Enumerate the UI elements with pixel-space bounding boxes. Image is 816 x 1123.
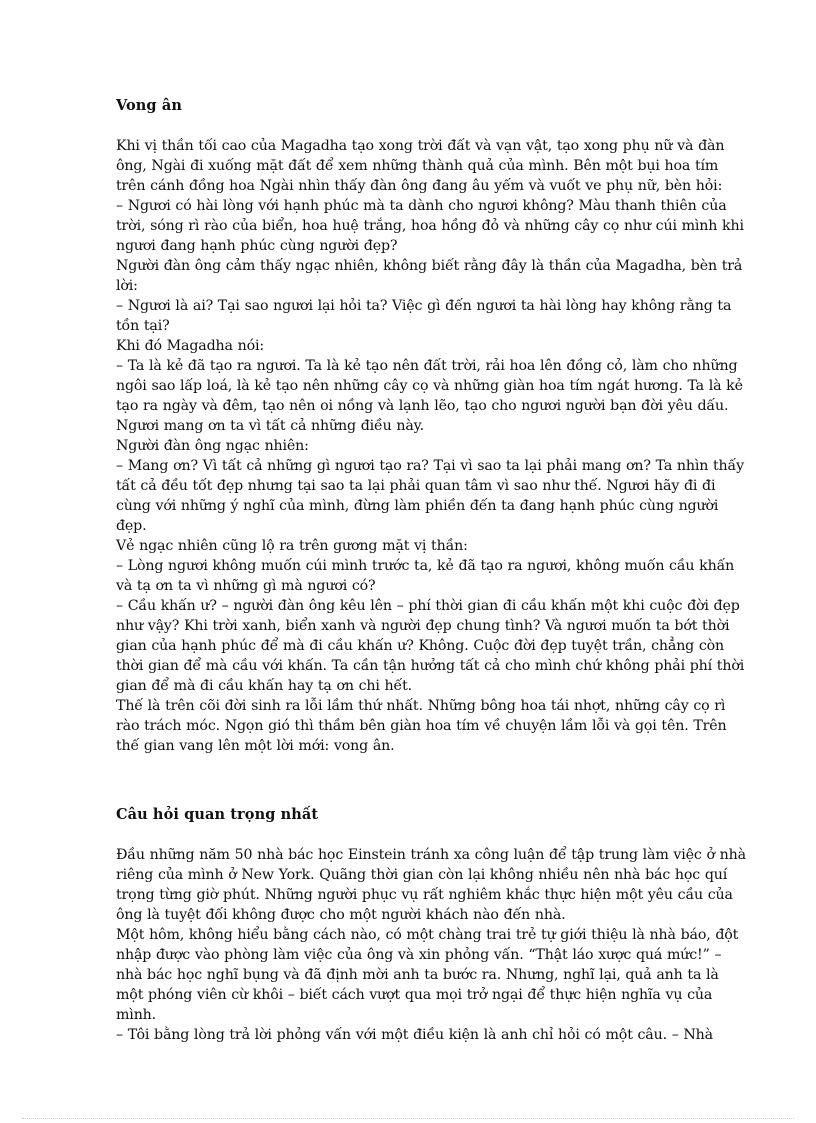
paragraph: Người đàn ông cảm thấy ngạc nhiên, không biết rằng đây là thần của Magadha, bèn trả lời:: [116, 258, 743, 294]
paragraph: Một hôm, không hiểu bằng cách nào, có một chàng trai trẻ tự giới thiệu là nhà báo, đột nhập được vào phòng làm việc của ông và xin phỏng vấn. “Thật láo xược quá mức!” – nhà bác học nghĩ bụng và đã định mời anh ta bước ra. Nhưng, nghĩ lại, quả anh ta là một phóng viên cừ khôi – biết cách vượt qua mọi trở ngại để thực hiện nghĩa vụ của mình.: [116, 927, 739, 1023]
paragraph: – Cầu khấn ư? – người đàn ông kêu lên – phí thời gian đi cầu khấn một khi cuộc đời đẹp như vậy? Khi trời xanh, biển xanh và người đẹp chung tình? Và ngươi muốn ta bớt thời gian của hạnh phúc để mà đi cầu khấn ư? Không. Cuộc đời đẹp tuyệt trần, chẳng còn thời gian để mà cầu với khấn. Ta cần tận hưởng tất cả cho mình chứ không phải phí thời gian để mà đi cầu khấn hay tạ ơn chi hết.: [116, 598, 745, 694]
paragraph: – Ta là kẻ đã tạo ra ngươi. Ta là kẻ tạo nên đất trời, rải hoa lên đồng cỏ, làm cho những ngôi sao lấp loá, là kẻ tạo nên những cây cọ và những giàn hoa tím ngát hương. Ta là kẻ tạo ra ngày và đêm, tạo nên oi nồng và lạnh lẽo, tạo cho ngươi người bạn đời yêu dấu. Ngươi mang ơn ta vì tất cả những điều này.: [116, 358, 743, 434]
document-page: [116, 96, 746, 1045]
paragraph: – Mang ơn? Vì tất cả những gì ngươi tạo ra? Tại vì sao ta lại phải mang ơn? Ta nhìn thấy tất cả đều tốt đẹp nhưng tại sao ta lại phải quan tâm vì sao như thế. Ngươi hãy đi đi cùng với những ý nghĩ của mình, đừng làm phiền đến ta đang hạnh phúc cùng người đẹp.: [116, 458, 744, 534]
paragraph: Đầu những năm 50 nhà bác học Einstein tránh xa công luận để tập trung làm việc ở nhà riêng của mình ở New York. Quãng thời gian còn lại không nhiều nên nhà bác học quí trọng từng giờ phút. Những người phục vụ rất nghiêm khắc thực hiện một yêu cầu của ông là tuyệt đối không được cho một người khách nào đến nhà.: [116, 847, 746, 923]
story-title: Câu hỏi quan trọng nhất: [116, 806, 319, 823]
paragraph: Thế là trên cõi đời sinh ra lỗi lầm thứ nhất. Những bông hoa tái nhợt, những cây cọ rì rào trách móc. Ngọn gió thì thầm bên giàn hoa tím về chuyện lầm lỗi và gọi tên. Trên thế gian vang lên một lời mới: vong ân.: [116, 698, 727, 754]
story-vong-an: [116, 96, 746, 756]
story-body: [116, 845, 746, 1045]
page-break-divider: [22, 1118, 794, 1119]
paragraph: Khi đó Magadha nói:: [116, 338, 264, 354]
story-title: Vong ân: [116, 97, 182, 114]
paragraph: – Ngươi có hài lòng với hạnh phúc mà ta dành cho ngươi không? Màu thanh thiên của trời, sóng rì rào của biển, hoa huệ trắng, hoa hồng đỏ và những cây cọ như cúi mình khi ngươi đang hạnh phúc cùng người đẹp?: [116, 198, 744, 254]
paragraph: – Tôi bằng lòng trả lời phỏng vấn với một điều kiện là anh chỉ hỏi có một câu. – Nhà: [116, 1027, 713, 1043]
paragraph: – Ngươi là ai? Tại sao ngươi lại hỏi ta? Việc gì đến ngươi ta hài lòng hay không rằng ta tồn tại?: [116, 298, 732, 334]
paragraph: Vẻ ngạc nhiên cũng lộ ra trên gương mặt vị thần:: [116, 538, 468, 554]
paragraph: Người đàn ông ngạc nhiên:: [116, 438, 309, 454]
story-cau-hoi-quan-trong-nhat: [116, 805, 746, 1045]
paragraph: – Lòng ngươi không muốn cúi mình trước ta, kẻ đã tạo ra ngươi, không muốn cầu khấn và tạ ơn ta vì những gì mà ngươi có?: [116, 558, 735, 594]
story-body: [116, 136, 746, 756]
paragraph: Khi vị thần tối cao của Magadha tạo xong trời đất và vạn vật, tạo xong phụ nữ và đàn ông, Ngài đi xuống mặt đất để xem những thành quả của mình. Bên một bụi hoa tím trên cánh đồng hoa Ngài nhìn thấy đàn ông đang âu yếm và vuốt ve phụ nữ, bèn hỏi:: [116, 138, 725, 194]
